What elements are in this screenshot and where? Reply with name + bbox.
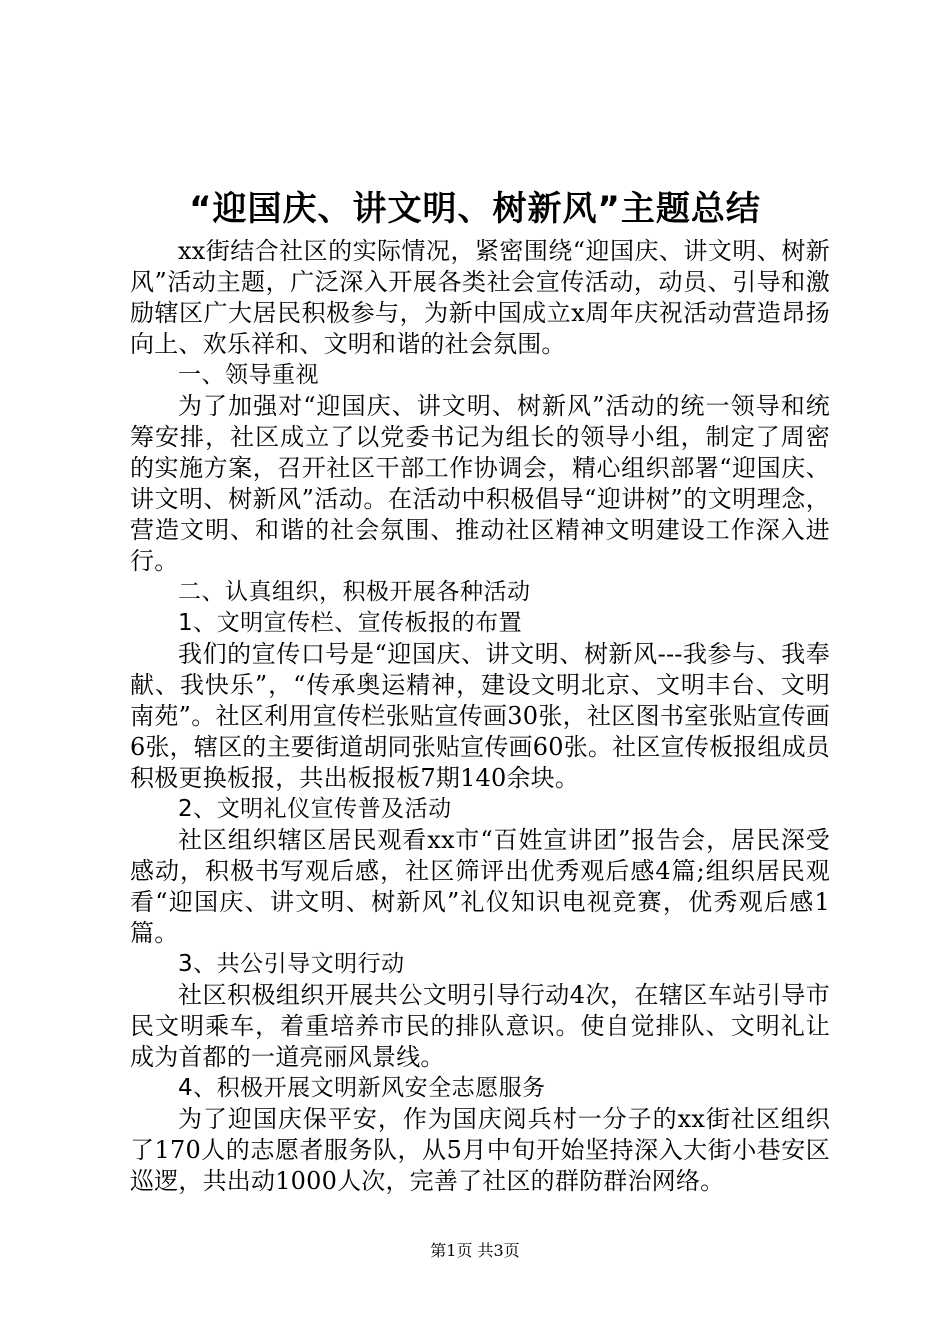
subsection-heading-2: 2、文明礼仪宣传普及活动 (178, 796, 452, 822)
subsection-paragraph-4: 为了迎国庆保平安，作为国庆阅兵村一分子的xx街社区组织了170人的志愿者服务队，从5月中旬开始坚持深入大街小巷安区巡逻，共出动1000人次，完善了社区的群防群治网络。 (130, 1105, 830, 1195)
section-paragraph-leadership: 为了加强对“迎国庆、讲文明、树新风”活动的统一领导和统筹安排，社区成立了以党委书记为组长的领导小组，制定了周密的实施方案，召开社区干部工作协调会，精心组织部署“迎国庆、讲文明、树新风”活动。在活动中积极倡导“迎讲树”的文明理念，营造文明、和谐的社会氛围、推动社区精神文明建设工作深入进行。 (130, 392, 830, 575)
subsection-paragraph-2: 社区组织辖区居民观看xx市“百姓宣讲团”报告会，居民深受感动，积极书写观后感，社区筛评出优秀观后感4篇;组织居民观看“迎国庆、讲文明、树新风”礼仪知识电视竞赛，优秀观后感1篇。 (130, 826, 830, 947)
subsection-heading-3: 3、共公引导文明行动 (178, 951, 405, 977)
section-heading-activities: 二、认真组织，积极开展各种活动 (178, 579, 531, 605)
subsection-heading-1: 1、文明宣传栏、宣传板报的布置 (178, 610, 523, 636)
section-heading-leadership: 一、领导重视 (178, 362, 319, 388)
subsection-paragraph-3: 社区积极组织开展共公文明引导行动4次，在辖区车站引导市民文明乘车，着重培养市民的排队意识。使自觉排队、文明礼让成为首都的一道亮丽风景线。 (130, 981, 830, 1071)
subsection-paragraph-1: 我们的宣传口号是“迎国庆、讲文明、树新风---我参与、我奉献、我快乐”，“传承奥运精神，建设文明北京、文明丰台、文明南苑”。社区利用宣传栏张贴宣传画30张，社区图书室张贴宣传画6张，辖区的主要街道胡同张贴宣传画60张。社区宣传板报组成员积极更换板报，共出板报板7期140余块。 (130, 640, 830, 792)
page-footer: 第1页 共3页 (430, 1241, 520, 1260)
document-title: “迎国庆、讲文明、树新风”主题总结 (189, 189, 761, 229)
document-body (130, 236, 830, 1197)
intro-paragraph: xx街结合社区的实际情况，紧密围绕“迎国庆、讲文明、树新风”活动主题，广泛深入开展各类社会宣传活动，动员、引导和激励辖区广大居民积极参与，为新中国成立x周年庆祝活动营造昂扬向上、欢乐祥和、文明和谐的社会氛围。 (130, 237, 830, 358)
subsection-heading-4: 4、积极开展文明新风安全志愿服务 (178, 1075, 546, 1101)
